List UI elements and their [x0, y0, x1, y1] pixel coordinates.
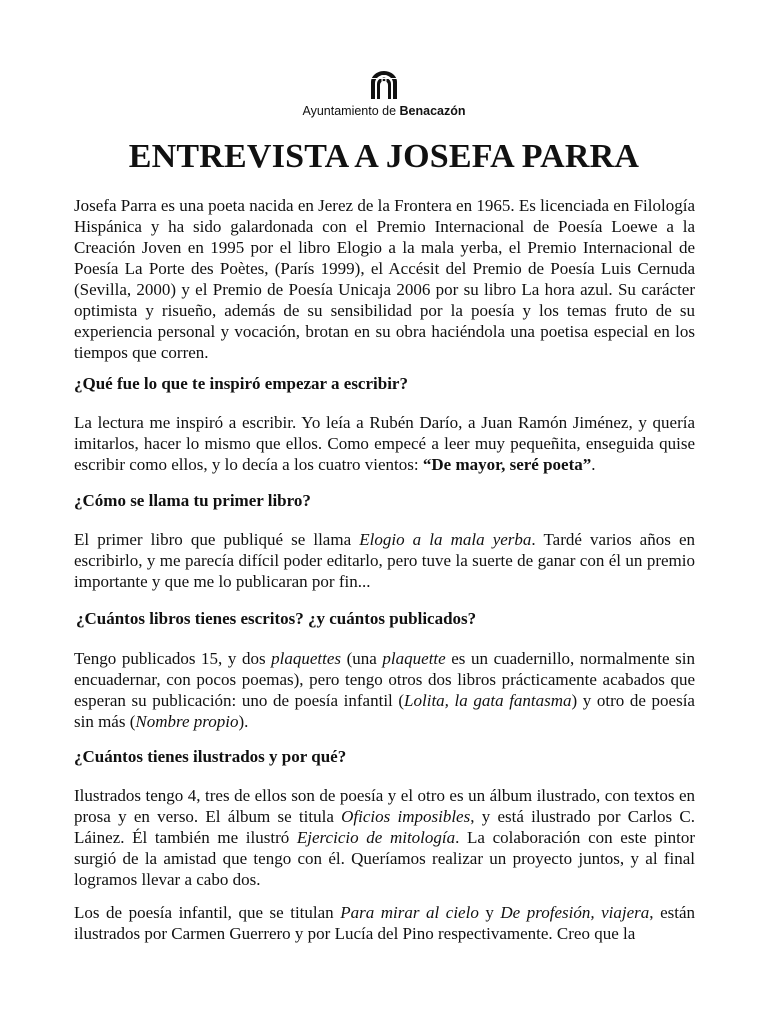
- answer-4-continued: Los de poesía infantil, que se titulan Para mirar al cielo y De profesión, viajera, están ilustrados por Carmen Guerrero y por Lucía del Pino respectivamente. Creo que la: [74, 903, 696, 943]
- organization-name: Ayuntamiento de Benacazón: [302, 104, 466, 118]
- answer-1: La lectura me inspiró a escribir. Yo leía a Rubén Darío, a Juan Ramón Jiménez, y quería imitarlos, hacer lo mismo que ellos. Como empecé a leer muy pequeñita, enseguida quise escribir como ellos, y lo decía a los cuatro vientos: “De mayor, seré poeta”.: [74, 413, 695, 474]
- answer-4: Ilustrados tengo 4, tres de ellos son de poesía y el otro es un álbum ilustrado, con textos en prosa y en verso. El álbum se titula Oficios imposibles, y está ilustrado por Carlos C. Láinez. Él también me ilustró Ejercicio de mitología. La colaboración con este pintor surgió de la amistad que tengo con él. Queríamos realizar un proyecto juntos, y al final logramos llevar a cabo dos.: [74, 786, 695, 889]
- page-title: ENTREVISTA A JOSEFA PARRA: [128, 138, 640, 175]
- arch-emblem-icon: [369, 70, 399, 100]
- ayuntamiento-logo: [0, 70, 768, 100]
- intro-paragraph: Josefa Parra es una poeta nacida en Jerez de la Frontera en 1965. Es licenciada en Filología Hispánica y ha sido galardonada con el Premio Internacional de Poesía Loewe a la Creación Joven en 1995 por el libro Elogio a la mala yerba, el Premio Internacional de Poesía La Porte des Poètes, (París 1999), el Accésit del Premio de Poesía Luis Cernuda (Sevilla, 2000) y el Premio de Poesía Unicaja 2006 por su libro La hora azul. Su carácter optimista y risueño, además de su sensibilidad por la poesía y los temas fruto de su experiencia personal y vocación, brotan en su obra haciéndola una poetisa especial en los tiempos que corren.: [74, 196, 695, 362]
- question-4: ¿Cuántos tienes ilustrados y por qué?: [74, 747, 347, 766]
- answer-3: Tengo publicados 15, y dos plaquettes (una plaquette es un cuadernillo, normalmente sin encuadernar, con pocos poemas), pero tengo otros dos libros prácticamente acabados que esperan su publicación: uno de poesía infantil (Lolita, la gata fantasma) y otro de poesía sin más (Nombre propio).: [74, 649, 695, 731]
- question-1: ¿Qué fue lo que te inspiró empezar a escribir?: [74, 374, 408, 393]
- answer-2: El primer libro que publiqué se llama Elogio a la mala yerba. Tardé varios años en escribirlo, y me parecía difícil poder editarlo, pero tuve la suerte de ganar con él un premio importante y que me lo publicaran por fin...: [74, 530, 695, 591]
- question-3: ¿Cuántos libros tienes escritos? ¿y cuántos publicados?: [76, 609, 477, 628]
- question-2: ¿Cómo se llama tu primer libro?: [74, 491, 311, 510]
